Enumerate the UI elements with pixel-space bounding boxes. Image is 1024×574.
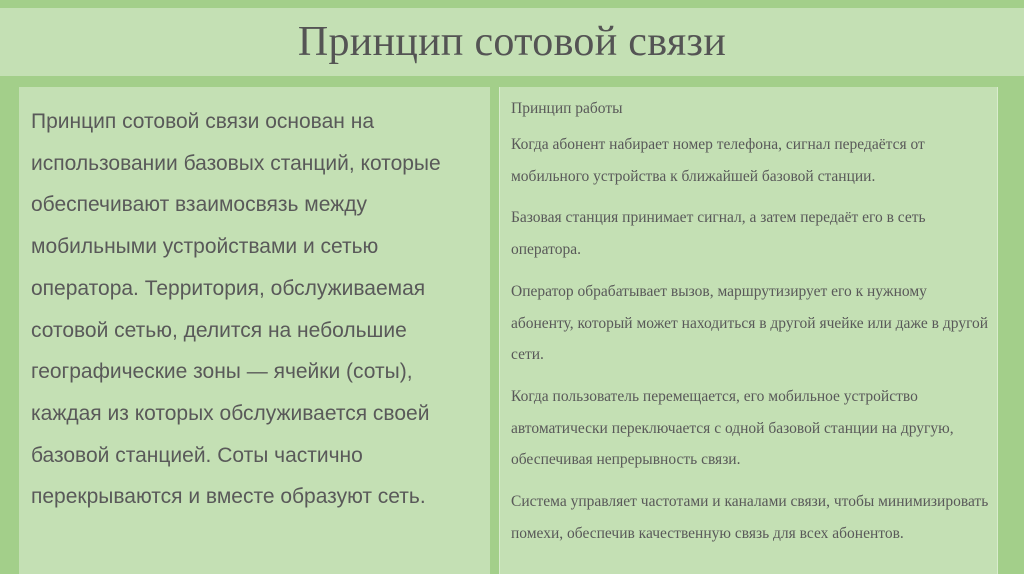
slide-title: Принцип сотовой связи	[297, 19, 727, 65]
right-paragraph-2: Базовая станция принимает сигнал, а затем передаёт его в сеть оператора.	[511, 209, 926, 259]
right-paragraph-5: Система управляет частотами и каналами связи, чтобы минимизировать помехи, обеспечив качественную связь для всех абонентов.	[511, 493, 989, 542]
right-heading: Принцип работы	[511, 100, 623, 117]
left-body-text: Принцип сотовой связи основан на использовании базовых станций, которые обеспечивают взаимосвязь между мобильными устройствами и сетью оператора. Территория, обслуживаемая сотовой сетью, делится на небольшие географические зоны — ячейки (соты), каждая из которых обслуживается своей базовой станцией. Соты частично перекрываются и вместе образуют сеть.	[31, 110, 441, 509]
right-text-panel	[499, 87, 998, 574]
right-paragraph-1: Когда абонент набирает номер телефона, сигнал передаётся от мобильного устройства к ближайшей базовой станции.	[511, 136, 925, 185]
right-paragraph-4: Когда пользователь перемещается, его мобильное устройство автоматически переключается с одной базовой станции на другую, обеспечивая непрерывность связи.	[511, 387, 954, 469]
right-paragraph-3: Оператор обрабатывает вызов, маршрутизирует его к нужному абоненту, который может находиться в другой ячейке или даже в другой сети.	[511, 282, 989, 364]
left-text-panel	[19, 87, 490, 574]
title-bar	[0, 8, 1024, 76]
